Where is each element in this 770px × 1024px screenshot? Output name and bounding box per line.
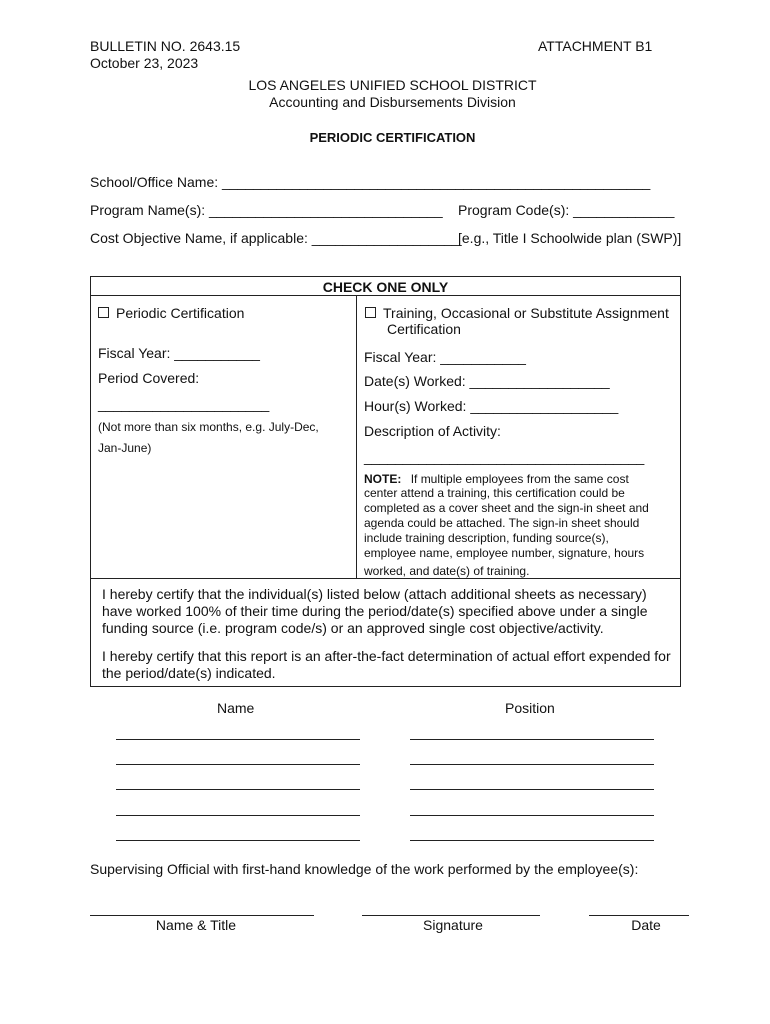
box-certify-divider [90,578,681,579]
certify-para1-line0: I hereby certify that the individual(s) listed below (attach additional sheets as necessary) [102,586,647,602]
box-header-divider [90,295,681,296]
note-line-0 [364,472,629,486]
hours-worked-field[interactable]: Hour(s) Worked: ___________________ [364,398,619,414]
training-certification-label-line1: Training, Occasional or Substitute Assignment [383,305,669,321]
bulletin-number: BULLETIN NO. 2643.15 [90,38,241,54]
note-line-4: include training description, funding source(s), [364,531,609,545]
name-line-1[interactable] [116,739,360,740]
left-fiscal-year-field[interactable]: Fiscal Year: ___________ [98,345,260,361]
name-title-label: Name & Title [155,917,237,933]
right-fiscal-year-field[interactable]: Fiscal Year: ___________ [364,349,526,365]
certify-para1-line1: have worked 100% of their time during the period/date(s) specified above under a single [102,603,648,619]
name-line-4[interactable] [116,815,360,816]
periodic-certification-label: Periodic Certification [116,305,245,321]
certify-para2-line1: the period/date(s) indicated. [102,665,276,681]
note-text-line-0: If multiple employees from the same cost [410,472,629,486]
program-codes-field[interactable]: Program Code(s): _____________ [458,202,675,218]
periodic-certification-checkbox[interactable] [98,307,109,318]
program-names-field[interactable]: Program Name(s): ______________________________ [90,202,443,218]
supervisor-statement: Supervising Official with first-hand knowledge of the work performed by the employee(s): [90,861,639,877]
check-one-heading: CHECK ONE ONLY [322,279,449,295]
cost-objective-field[interactable]: Cost Objective Name, if applicable: ___________________ [90,230,460,246]
training-certification-checkbox[interactable] [365,307,376,318]
name-line-3[interactable] [116,789,360,790]
description-field[interactable]: ____________________________________ [364,449,645,465]
form-title: PERIODIC CERTIFICATION [309,130,476,145]
date-line[interactable] [589,915,689,916]
division-name: Accounting and Disbursements Division [269,94,516,110]
note-line-5: employee name, employee number, signature, hours [364,546,645,560]
note-line-1: center attend a training, this certification could be [364,486,625,500]
position-line-5[interactable] [410,840,654,841]
note-line-3: agenda could be attached. The sign-in sheet should [364,516,640,530]
position-line-1[interactable] [410,739,654,740]
certify-para1-line2: funding source (i.e. program code/s) or an approved single cost objective/activity. [102,620,604,636]
note-line-2: completed as a cover sheet and the sign-in sheet and [364,501,649,515]
name-title-line[interactable] [90,915,314,916]
position-line-4[interactable] [410,815,654,816]
description-label: Description of Activity: [364,423,501,439]
dates-worked-field[interactable]: Date(s) Worked: __________________ [364,373,610,389]
bulletin-date: October 23, 2023 [90,55,199,71]
signature-line[interactable] [362,915,540,916]
attachment-label: ATTACHMENT B1 [538,38,653,54]
signature-label: Signature [423,917,483,933]
training-certification-label-line2: Certification [387,321,461,337]
note-label: NOTE: [364,472,402,486]
position-column-header: Position [505,700,555,716]
cost-objective-example: [e.g., Title I Schoolwide plan (SWP)] [458,230,682,246]
period-covered-label: Period Covered: [98,370,200,386]
position-line-3[interactable] [410,789,654,790]
name-line-2[interactable] [116,764,360,765]
box-column-divider [356,295,357,578]
period-note-line2: Jan-June) [98,441,152,455]
school-office-field[interactable]: School/Office Name: _______________________________________________________ [90,174,651,190]
position-line-2[interactable] [410,764,654,765]
district-name: LOS ANGELES UNIFIED SCHOOL DISTRICT [248,77,537,93]
name-line-5[interactable] [116,840,360,841]
name-column-header: Name [217,700,255,716]
period-covered-field[interactable]: ______________________ [98,396,270,412]
date-label: Date [631,917,661,933]
certify-para2-line0: I hereby certify that this report is an after-the-fact determination of actual effort expended for [102,648,671,664]
note-line-6: worked, and date(s) of training. [364,564,530,578]
period-note-line1: (Not more than six months, e.g. July-Dec, [98,420,319,434]
